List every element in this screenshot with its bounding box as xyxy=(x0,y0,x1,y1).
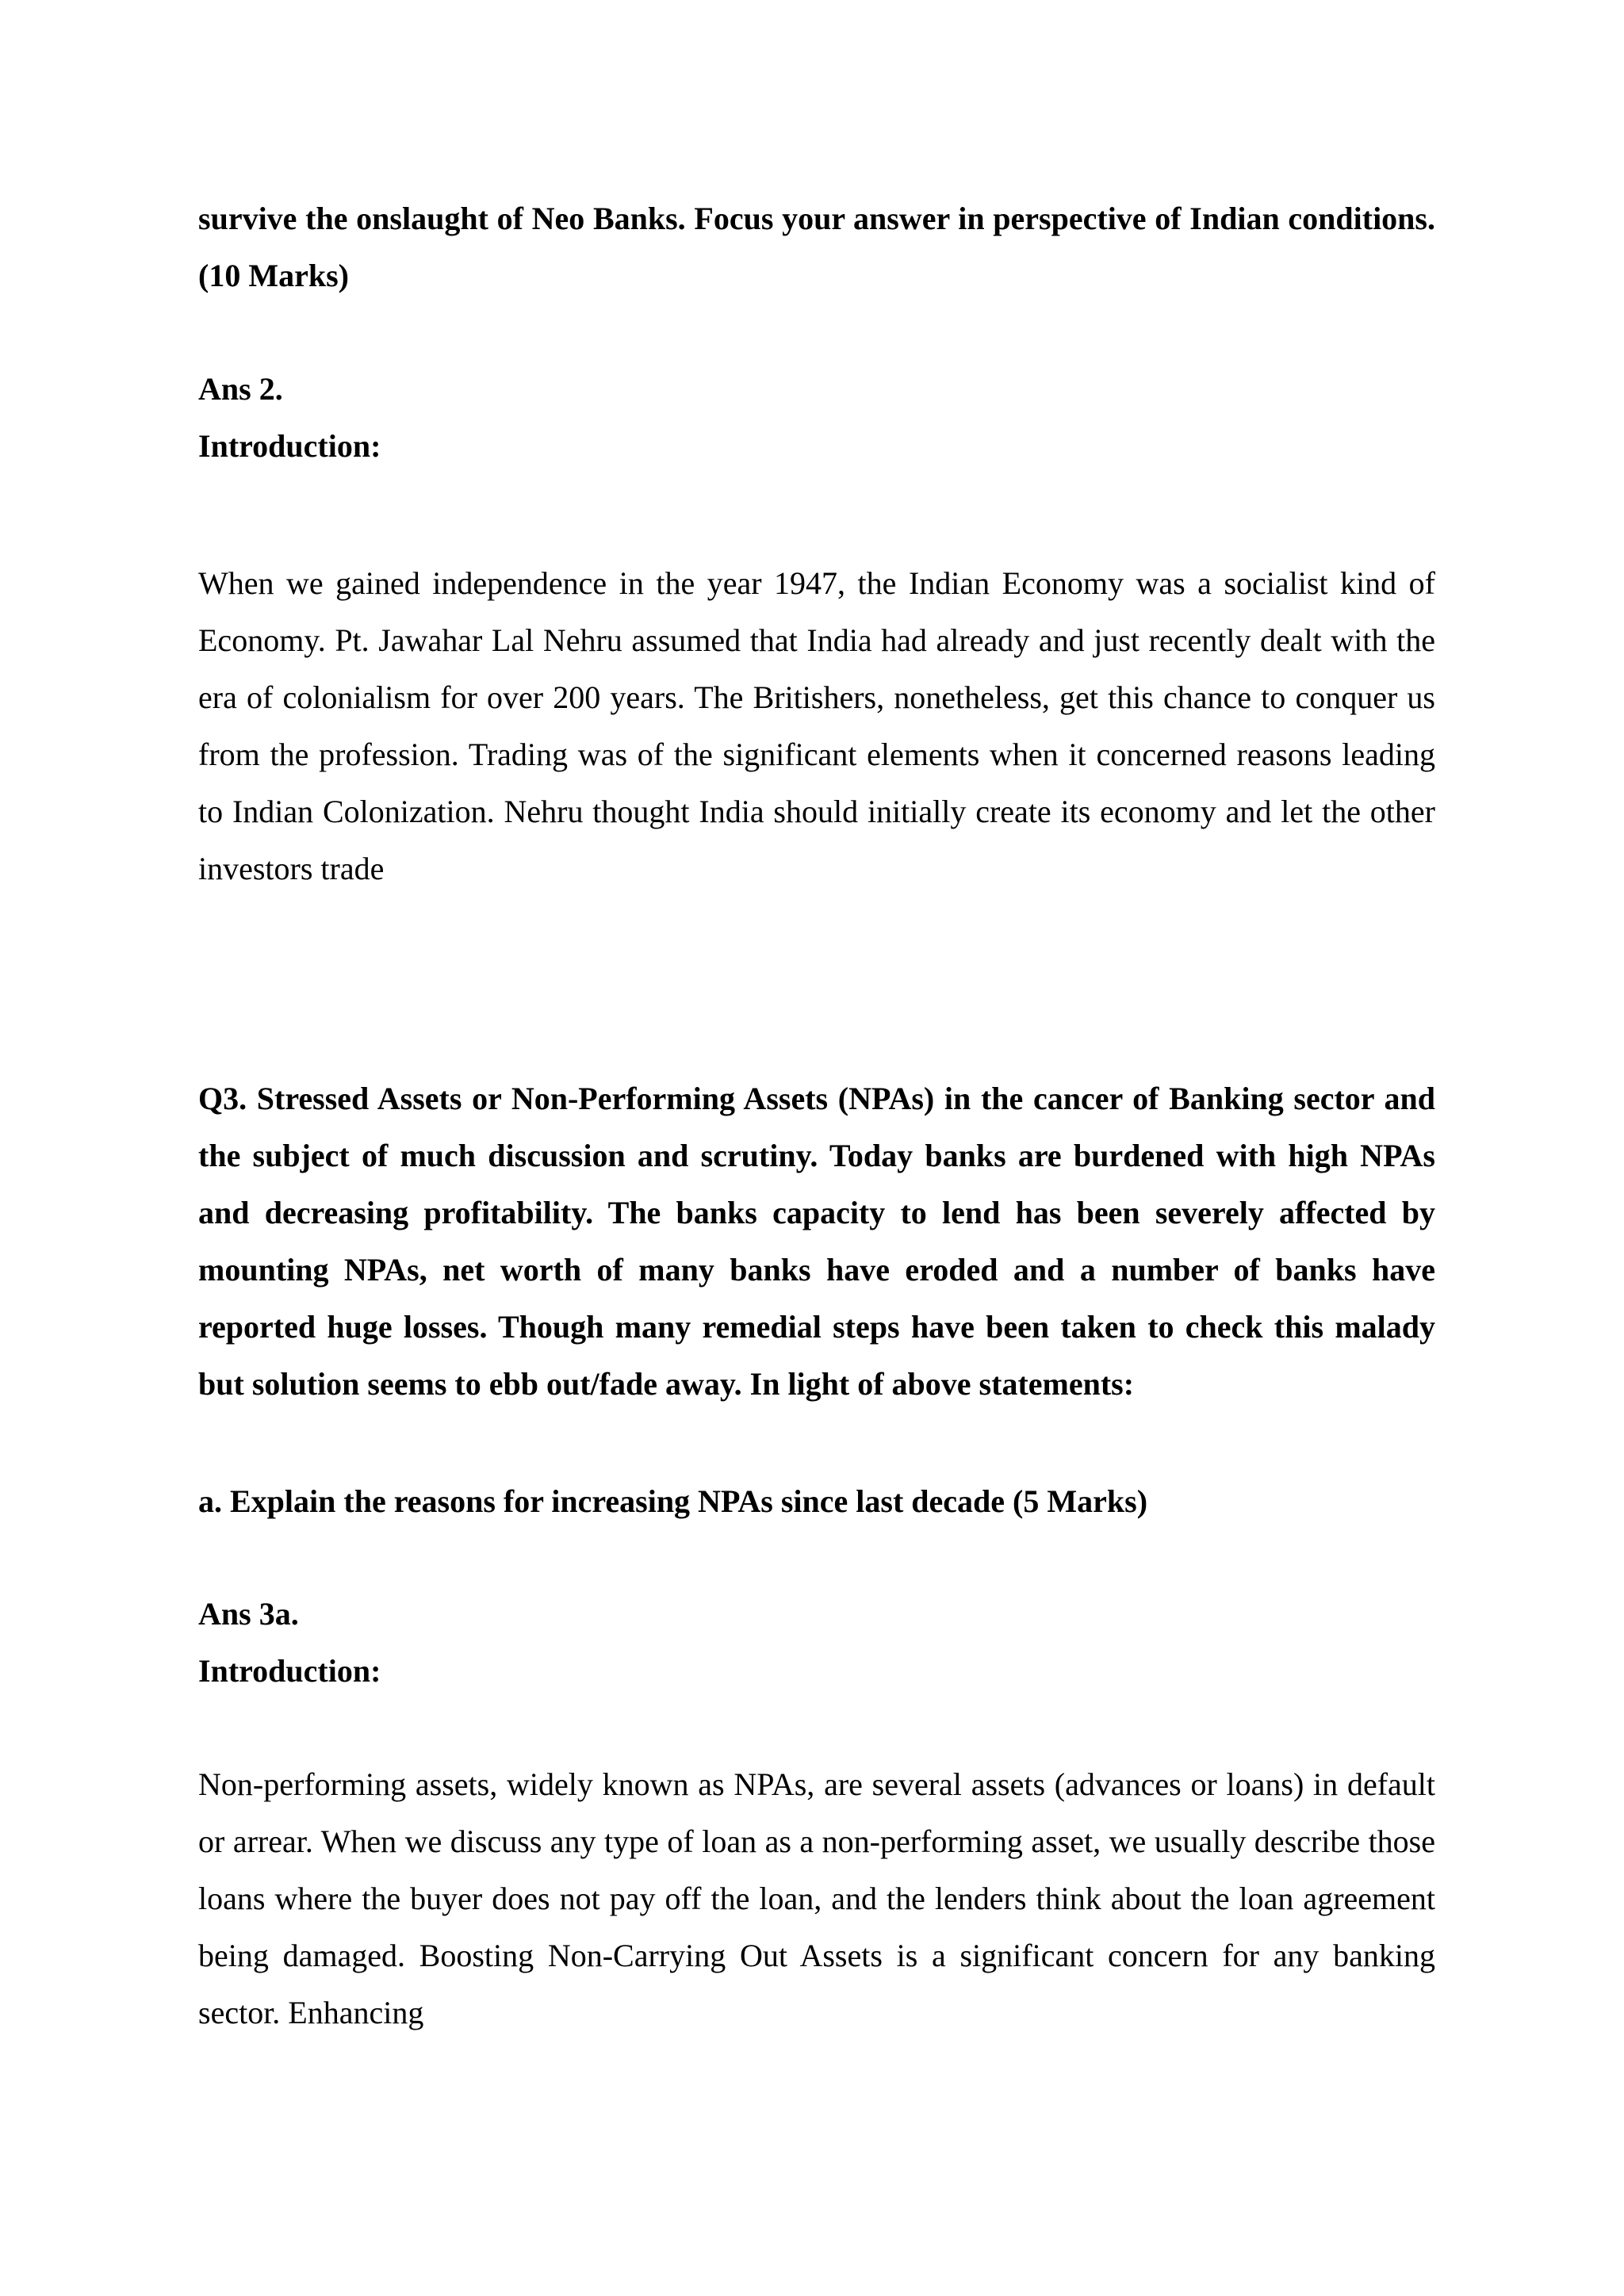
answer-2-introduction-heading: Introduction: xyxy=(198,428,381,464)
question-3a-text: a. Explain the reasons for increasing NPAs since last decade (5 Marks) xyxy=(198,1483,1148,1519)
answer-3a-label: Ans 3a. xyxy=(198,1596,299,1632)
answer-2-label: Ans 2. xyxy=(198,371,283,407)
question-2-continuation: survive the onslaught of Neo Banks. Focus your answer in perspective of Indian conditions. (10 Marks) xyxy=(198,201,1435,293)
answer-3a-paragraph: Non-performing assets, widely known as NPAs, are several assets (advances or loans) in default or arrear. When we discuss any type of loan as a non-performing asset, we usually describe those loans where the buyer does not pay off the loan, and the lenders think about the loan agreement being damaged. Boosting Non-Carrying Out Assets is a significant concern for any banking sector. Enhancing xyxy=(198,1766,1435,2030)
answer-3a-introduction-heading: Introduction: xyxy=(198,1653,381,1689)
answer-2-paragraph: When we gained independence in the year 1947, the Indian Economy was a socialist kind of Economy. Pt. Jawahar Lal Nehru assumed that India had already and just recently dealt with the era of colonialism for over 200 years. The Britishers, nonetheless, get this chance to conquer us from the profession. Trading was of the significant elements when it concerned reasons leading to Indian Colonization. Nehru thought India should initially create its economy and let the other investors trade xyxy=(198,565,1435,886)
question-3-text: Q3. Stressed Assets or Non-Performing Assets (NPAs) in the cancer of Banking sector and the subject of much discussion and scrutiny. Today banks are burdened with high NPAs and decreasing profitability. The banks capacity to lend has been severely affected by mounting NPAs, net worth of many banks have eroded and a number of banks have reported huge losses. Though many remedial steps have been taken to check this malady but solution seems to ebb out/fade away. In light of above statements: xyxy=(198,1081,1435,1402)
